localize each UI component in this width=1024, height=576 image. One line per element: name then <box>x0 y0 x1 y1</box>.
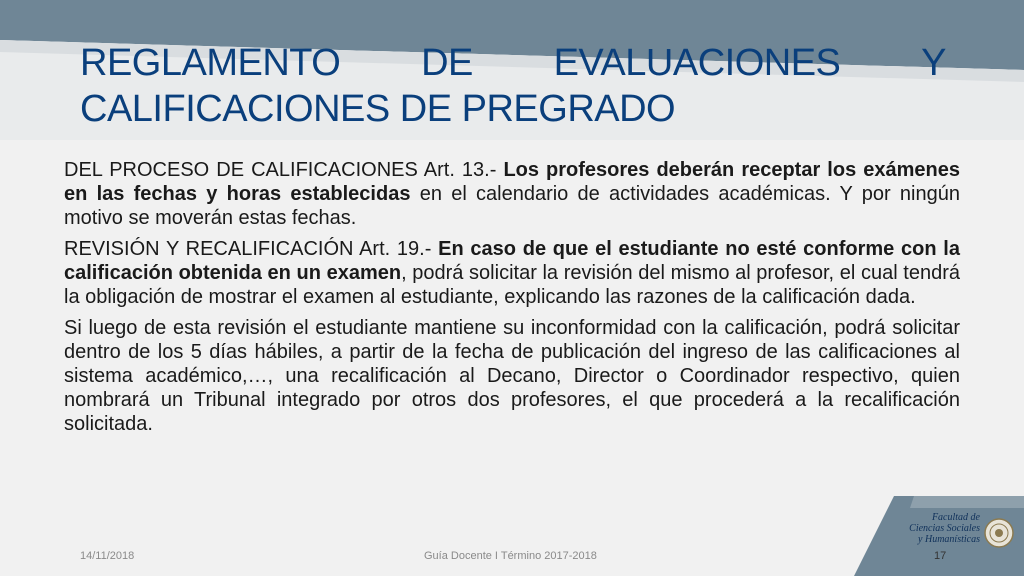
paragraph-tail: , podrá solicitar la revisión del mismo al profesor, el cual tendrá la obligación de mostrar el examen al estudiante, explicando las razones de la calificación dada. <box>64 262 960 308</box>
title-word: REGLAMENTO <box>80 42 341 84</box>
slide-body <box>64 158 960 443</box>
faculty-logo <box>876 508 1016 568</box>
slide-title <box>80 40 946 132</box>
title-line-1 <box>80 40 946 86</box>
paragraph-recalificacion: Si luego de esta revisión el estudiante mantiene su inconformidad con la calificación, podrá solicitar dentro de los 5 días hábiles, a partir de la fecha de publicación del ingreso de las calificaciones al sistema académico,…, una recalificación al Decano, Director o Coordinador respectivo, quien nombrará un Tribunal integrado por otros dos profesores, el que procederá a la recalificación solicitada. <box>64 317 960 435</box>
footer-date: 14/11/2018 <box>80 550 135 562</box>
title-word: Y <box>921 42 946 84</box>
title-word: EVALUACIONES <box>553 42 841 84</box>
title-word: DE <box>421 42 473 84</box>
logo-text: Facultad de Ciencias Sociales y Humanísticas <box>909 512 980 545</box>
footer-title: Guía Docente I Término 2017-2018 <box>424 550 597 562</box>
faculty-seal-icon <box>984 518 1014 548</box>
paragraph-art-13 <box>64 158 960 230</box>
title-line-2: CALIFICACIONES DE PREGRADO <box>80 88 676 130</box>
paragraph-bold: Los profesores deberán receptar los exámenes en las fechas y horas establecidas <box>64 159 960 205</box>
paragraph-bold: En caso de que el estudiante no esté conforme con la calificación obtenida en un examen <box>64 238 960 284</box>
paragraph-tail: en el calendario de actividades académicas. Y por ningún motivo se moverán estas fechas. <box>64 183 960 229</box>
paragraph-art-19 <box>64 237 960 309</box>
paragraph-lead: DEL PROCESO DE CALIFICACIONES Art. 13.- <box>64 159 504 181</box>
page-number: 17 <box>934 550 947 562</box>
paragraph-lead: REVISIÓN Y RECALIFICACIÓN Art. 19.- <box>64 238 439 260</box>
